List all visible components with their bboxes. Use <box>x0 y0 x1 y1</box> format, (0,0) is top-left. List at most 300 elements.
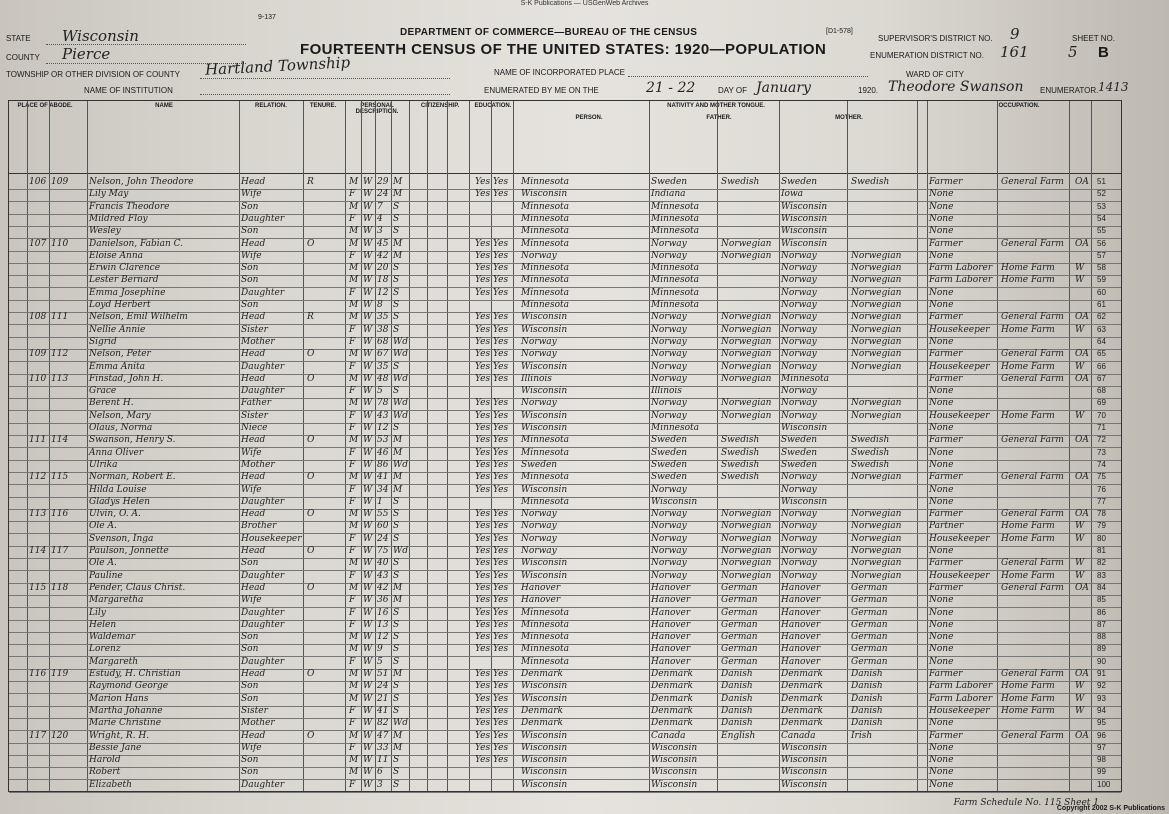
cell-ms: S <box>393 619 400 630</box>
cell-age: 82 <box>377 718 389 729</box>
cell-sex: F <box>349 324 356 335</box>
cell-dw: 112 <box>29 472 47 483</box>
cell-rel: Son <box>241 767 259 778</box>
cell-fbp: Hanover <box>651 619 691 630</box>
cell-wr: Yes <box>493 435 509 446</box>
cell-name: Ulvin, O. A. <box>89 509 141 520</box>
cell-mt: Norwegian <box>851 533 902 544</box>
cell-race: W <box>363 423 373 433</box>
cell-rel: Daughter <box>241 570 285 581</box>
cell-ms: S <box>393 705 400 716</box>
cell-occ: None <box>929 546 954 556</box>
cell-bp: Wisconsin <box>521 693 568 704</box>
cell-fbp: Norway <box>651 336 687 347</box>
cell-ind: Home Farm <box>1001 533 1055 544</box>
cell-ft: German <box>721 632 758 643</box>
cell-mt: Norwegian <box>851 546 902 556</box>
county-label: COUNTY <box>6 53 40 62</box>
cell-wr: Yes <box>493 730 509 741</box>
cell-bp: Norway <box>521 250 557 261</box>
cell-bp: Minnesota <box>521 177 570 187</box>
cell-dw: 113 <box>29 509 47 520</box>
cell-fbp: Hanover <box>651 582 691 593</box>
form-code: [D1-578] <box>826 28 853 35</box>
cell-wr: Yes <box>493 693 509 704</box>
cell-mt: Norwegian <box>851 336 902 347</box>
line-number: 81 <box>1097 546 1106 555</box>
cell-rel: Housekeeper <box>241 533 302 544</box>
cell-ms: S <box>393 533 400 544</box>
cell-occ: None <box>929 595 954 606</box>
table-row <box>9 767 1121 779</box>
cell-fbp: Canada <box>651 730 686 741</box>
cell-age: 9 <box>377 644 383 655</box>
cell-mt: Norwegian <box>851 410 902 421</box>
cell-rel: Head <box>241 472 266 483</box>
cell-ft: Norwegian <box>721 410 772 421</box>
cell-bp: Minnesota <box>521 632 570 643</box>
cell-ms: S <box>393 607 400 618</box>
cell-race: W <box>363 177 373 187</box>
cell-mt: German <box>851 595 888 606</box>
cell-age: 6 <box>377 767 383 778</box>
cell-mbp: Hanover <box>781 656 821 667</box>
cell-bp: Norway <box>521 546 557 556</box>
cell-rel: Wife <box>241 595 262 606</box>
cell-ms: S <box>393 521 400 532</box>
table-row <box>9 497 1121 509</box>
table-row <box>9 509 1121 521</box>
cell-race: W <box>363 410 373 421</box>
cell-fam: 109 <box>51 177 69 187</box>
cell-name: Lily <box>89 607 106 618</box>
cell-mt: Swedish <box>851 447 890 458</box>
cell-rel: Head <box>241 373 266 384</box>
cell-ind: Home Farm <box>1001 410 1055 421</box>
cell-race: W <box>363 250 373 261</box>
cell-rd: Yes <box>475 484 491 495</box>
cell-dw: 111 <box>29 435 47 446</box>
cell-race: W <box>363 349 373 360</box>
table-row <box>9 214 1121 226</box>
cell-fbp: Minnesota <box>651 275 700 286</box>
enumerator-label: ENUMERATOR. <box>1040 86 1099 95</box>
cell-age: 1 <box>377 496 383 507</box>
group-place-of-abode: PLACE OF ABODE. <box>17 103 73 109</box>
cell-ind: General Farm <box>1001 177 1064 187</box>
cell-race: W <box>363 570 373 581</box>
cell-name: Emma Josephine <box>89 287 166 298</box>
cell-name: Marion Hans <box>89 693 149 704</box>
cell-occ: None <box>929 287 954 298</box>
cell-age: 41 <box>377 472 389 483</box>
cell-age: 68 <box>377 336 389 347</box>
cell-race: W <box>363 533 373 544</box>
cell-bp: Minnesota <box>521 656 570 667</box>
cell-name: Swanson, Henry S. <box>89 435 176 446</box>
cell-mbp: Denmark <box>781 693 823 704</box>
cell-cls: W <box>1075 324 1085 335</box>
line-number: 60 <box>1097 287 1106 297</box>
cell-wr: Yes <box>493 705 509 716</box>
cell-sex: F <box>349 705 356 716</box>
group-education: EDUCATION. <box>474 103 512 109</box>
cell-cls: W <box>1075 570 1085 581</box>
cell-ind: Home Farm <box>1001 324 1055 335</box>
subgroup-person: PERSON. <box>575 115 603 121</box>
cell-ms: M <box>393 595 403 606</box>
cell-fbp: Norway <box>651 484 687 495</box>
cell-sex: F <box>349 287 356 298</box>
cell-sex: F <box>349 595 356 606</box>
cell-sex: M <box>349 582 359 593</box>
cell-rel: Daughter <box>241 386 285 397</box>
cell-dw: 114 <box>29 546 47 556</box>
cell-race: W <box>363 718 373 729</box>
cell-dw: 116 <box>29 669 47 679</box>
cell-bp: Minnesota <box>521 226 570 237</box>
enumerated-label: ENUMERATED BY ME ON THE <box>484 86 599 95</box>
cell-name: Lily May <box>89 189 129 200</box>
cell-rel: Head <box>241 509 266 520</box>
cell-ms: S <box>393 779 400 790</box>
cell-dw: 110 <box>29 373 47 384</box>
cell-ms: M <box>393 435 403 446</box>
cell-bp: Wisconsin <box>521 570 568 581</box>
cell-fbp: Wisconsin <box>651 779 698 790</box>
cell-cls: W <box>1075 410 1085 421</box>
cell-sex: M <box>349 558 359 569</box>
table-row <box>9 706 1121 718</box>
cell-ft: English <box>721 730 756 741</box>
cell-bp: Wisconsin <box>521 423 568 433</box>
cell-dw: 109 <box>29 349 47 360</box>
cell-ms: Wd <box>393 546 409 556</box>
cell-sex: F <box>349 250 356 261</box>
cell-ms: M <box>393 742 403 753</box>
cell-rd: Yes <box>475 373 491 384</box>
cell-mt: Norwegian <box>851 287 902 298</box>
watermark: S-K Publications — USGenWeb Archives <box>520 0 649 7</box>
cell-fam: 110 <box>51 238 69 249</box>
incorporated-place-label: NAME OF INCORPORATED PLACE <box>494 68 625 77</box>
line-number: 88 <box>1097 632 1106 642</box>
cell-occ: Farmer <box>929 472 963 483</box>
cell-bp: Minnesota <box>521 201 570 212</box>
cell-bp: Norway <box>521 398 557 409</box>
cell-wr: Yes <box>493 619 509 630</box>
cell-age: 34 <box>377 484 389 495</box>
cell-race: W <box>363 472 373 483</box>
cell-bp: Wisconsin <box>521 742 568 753</box>
line-number: 96 <box>1097 730 1106 740</box>
cell-occ: Farmer <box>929 349 963 360</box>
cell-name: Erwin Clarence <box>89 263 161 274</box>
cell-age: 5 <box>377 656 383 667</box>
line-number: 70 <box>1097 410 1106 420</box>
cell-mbp: Norway <box>781 336 817 347</box>
cell-wr: Yes <box>493 410 509 421</box>
cell-sex: M <box>349 263 359 274</box>
cell-ft: Norwegian <box>721 509 772 520</box>
cell-mbp: Wisconsin <box>781 496 828 507</box>
line-number: 55 <box>1097 226 1106 236</box>
cell-rd: Yes <box>475 361 491 372</box>
cell-fam: 111 <box>51 312 69 323</box>
cell-ten: O <box>307 238 315 249</box>
cell-occ: None <box>929 742 954 753</box>
cell-sex: M <box>349 275 359 286</box>
cell-occ: Farmer <box>929 669 963 679</box>
sheet-value: 5 <box>1068 43 1078 61</box>
cell-name: Margaretha <box>89 595 144 606</box>
table-row <box>9 780 1121 792</box>
cell-name: Elizabeth <box>89 779 132 790</box>
cell-ind: General Farm <box>1001 472 1064 483</box>
line-number: 84 <box>1097 582 1106 592</box>
cell-age: 41 <box>377 705 389 716</box>
cell-rd: Yes <box>475 718 491 729</box>
cell-fbp: Wisconsin <box>651 767 698 778</box>
cell-wr: Yes <box>493 755 509 766</box>
cell-mt: Norwegian <box>851 324 902 335</box>
cell-rd: Yes <box>475 423 491 433</box>
cell-occ: Farmer <box>929 558 963 569</box>
cell-fbp: Norway <box>651 324 687 335</box>
cell-sex: F <box>349 779 356 790</box>
cell-ms: Wd <box>393 718 409 729</box>
cell-mbp: Hanover <box>781 595 821 606</box>
cell-ft: Norwegian <box>721 324 772 335</box>
cell-occ: None <box>929 213 954 224</box>
cell-fbp: Norway <box>651 250 687 261</box>
cell-mbp: Canada <box>781 730 816 741</box>
cell-sex: F <box>349 718 356 729</box>
cell-name: Danielson, Fabian C. <box>89 238 184 249</box>
cell-name: Loyd Herbert <box>89 300 151 310</box>
cell-fbp: Norway <box>651 361 687 372</box>
cell-fbp: Wisconsin <box>651 496 698 507</box>
cell-rel: Son <box>241 558 259 569</box>
cell-wr: Yes <box>493 177 509 187</box>
table-row <box>9 632 1121 644</box>
cell-ten: O <box>307 669 315 679</box>
cell-rd: Yes <box>475 250 491 261</box>
cell-mbp: Norway <box>781 361 817 372</box>
cell-rd: Yes <box>475 742 491 753</box>
cell-age: 12 <box>377 632 389 643</box>
cell-cls: W <box>1075 275 1085 286</box>
cell-rd: Yes <box>475 705 491 716</box>
cell-mbp: Denmark <box>781 681 823 692</box>
cell-fam: 117 <box>51 546 69 556</box>
cell-mt: Norwegian <box>851 275 902 286</box>
cell-ft: Norwegian <box>721 533 772 544</box>
department-heading: DEPARTMENT OF COMMERCE—BUREAU OF THE CENSUS <box>400 27 698 38</box>
month-value: January <box>756 80 811 96</box>
cell-mbp: Norway <box>781 533 817 544</box>
line-number: 75 <box>1097 472 1106 482</box>
cell-bp: Illinois <box>521 373 552 384</box>
cell-mbp: Wisconsin <box>781 779 828 790</box>
cell-age: 48 <box>377 373 389 384</box>
cell-mbp: Sweden <box>781 459 818 470</box>
cell-name: Robert <box>89 767 121 778</box>
cell-race: W <box>363 201 373 212</box>
cell-ft: Swedish <box>721 447 760 458</box>
cell-occ: Farmer <box>929 435 963 446</box>
cell-ten: R <box>307 312 314 323</box>
cell-wr: Yes <box>493 632 509 643</box>
cell-mt: German <box>851 619 888 630</box>
cell-race: W <box>363 705 373 716</box>
cell-age: 67 <box>377 349 389 360</box>
cell-rel: Head <box>241 177 266 187</box>
cell-name: Pender, Claus Christ. <box>89 582 186 593</box>
cell-age: 78 <box>377 398 389 409</box>
table-row <box>9 583 1121 595</box>
cell-sex: F <box>349 619 356 630</box>
cell-sex: M <box>349 693 359 704</box>
cell-wr: Yes <box>493 718 509 729</box>
cell-occ: None <box>929 619 954 630</box>
cell-occ: None <box>929 250 954 261</box>
cell-ms: S <box>393 423 400 433</box>
cell-rel: Sister <box>241 705 268 716</box>
cell-fbp: Sweden <box>651 447 688 458</box>
cell-fbp: Norway <box>651 558 687 569</box>
cell-sex: M <box>349 472 359 483</box>
cell-bp: Wisconsin <box>521 189 568 200</box>
cell-race: W <box>363 189 373 200</box>
line-number: 87 <box>1097 619 1106 629</box>
cell-rd: Yes <box>475 398 491 409</box>
table-row <box>9 177 1121 189</box>
cell-age: 45 <box>377 238 389 249</box>
cell-rd: Yes <box>475 521 491 532</box>
cell-name: Nellie Annie <box>89 324 146 335</box>
supervisor-label: SUPERVISOR'S DISTRICT NO. <box>878 34 993 43</box>
cell-ms: S <box>393 312 400 323</box>
cell-mbp: Hanover <box>781 619 821 630</box>
cell-ms: S <box>393 226 400 237</box>
cell-race: W <box>363 755 373 766</box>
cell-age: 29 <box>377 177 389 187</box>
line-number: 74 <box>1097 459 1106 469</box>
cell-race: W <box>363 459 373 470</box>
cell-ten: O <box>307 509 315 520</box>
cell-ft: Norwegian <box>721 546 772 556</box>
cell-rd: Yes <box>475 263 491 274</box>
cell-fbp: Indiana <box>651 189 686 200</box>
cell-wr: Yes <box>493 595 509 606</box>
cell-race: W <box>363 644 373 655</box>
cell-ft: German <box>721 619 758 630</box>
cell-cls: OA <box>1075 312 1089 323</box>
cell-wr: Yes <box>493 582 509 593</box>
table-row <box>9 202 1121 214</box>
cell-mt: Norwegian <box>851 398 902 409</box>
table-row <box>9 731 1121 743</box>
cell-cls: OA <box>1075 730 1089 741</box>
cell-rd: Yes <box>475 607 491 618</box>
cell-name: Waldemar <box>89 632 136 643</box>
cell-occ: None <box>929 300 954 310</box>
cell-wr: Yes <box>493 472 509 483</box>
cell-bp: Wisconsin <box>521 312 568 323</box>
cell-ind: General Farm <box>1001 349 1064 360</box>
cell-race: W <box>363 496 373 507</box>
cell-occ: Farmer <box>929 582 963 593</box>
cell-mbp: Norway <box>781 472 817 483</box>
cell-race: W <box>363 632 373 643</box>
cell-race: W <box>363 681 373 692</box>
table-row <box>9 681 1121 693</box>
table-row <box>9 485 1121 497</box>
cell-fbp: Minnesota <box>651 423 700 433</box>
cell-cls: W <box>1075 558 1085 569</box>
cell-mbp: Norway <box>781 509 817 520</box>
table-row <box>9 546 1121 558</box>
cell-fbp: Minnesota <box>651 287 700 298</box>
cell-race: W <box>363 656 373 667</box>
cell-ind: General Farm <box>1001 373 1064 384</box>
cell-bp: Norway <box>521 349 557 360</box>
line-number: 69 <box>1097 398 1106 408</box>
cell-cls: OA <box>1075 349 1089 360</box>
cell-occ: Farmer <box>929 238 963 249</box>
cell-ind: Home Farm <box>1001 693 1055 704</box>
cell-fbp: Hanover <box>651 632 691 643</box>
cell-race: W <box>363 669 373 679</box>
cell-age: 12 <box>377 287 389 298</box>
cell-name: Hilda Louise <box>89 484 147 495</box>
cell-mt: Norwegian <box>851 509 902 520</box>
cell-age: 36 <box>377 595 389 606</box>
cell-age: 43 <box>377 570 389 581</box>
cell-rd: Yes <box>475 693 491 704</box>
cell-sex: M <box>349 767 359 778</box>
cell-occ: None <box>929 656 954 667</box>
cell-ft: Danish <box>721 681 753 692</box>
line-number: 90 <box>1097 656 1106 666</box>
cell-occ: Housekeeper <box>929 533 990 544</box>
cell-sex: F <box>349 496 356 507</box>
cell-wr: Yes <box>493 484 509 495</box>
cell-ms: S <box>393 386 400 397</box>
cell-bp: Minnesota <box>521 287 570 298</box>
cell-race: W <box>363 435 373 446</box>
cell-race: W <box>363 312 373 323</box>
cell-rd: Yes <box>475 336 491 347</box>
cell-ms: M <box>393 250 403 261</box>
cell-race: W <box>363 546 373 556</box>
cell-mbp: Norway <box>781 349 817 360</box>
cell-wr: Yes <box>493 423 509 433</box>
cell-rd: Yes <box>475 730 491 741</box>
cell-wr: Yes <box>493 459 509 470</box>
cell-occ: None <box>929 767 954 778</box>
cell-fbp: Norway <box>651 410 687 421</box>
cell-mt: German <box>851 644 888 655</box>
line-number: 92 <box>1097 681 1106 691</box>
cell-fam: 118 <box>51 582 69 593</box>
cell-bp: Wisconsin <box>521 324 568 335</box>
cell-name: Nelson, Emil Wilhelm <box>89 312 188 323</box>
cell-race: W <box>363 398 373 409</box>
cell-bp: Wisconsin <box>521 779 568 790</box>
cell-race: W <box>363 595 373 606</box>
